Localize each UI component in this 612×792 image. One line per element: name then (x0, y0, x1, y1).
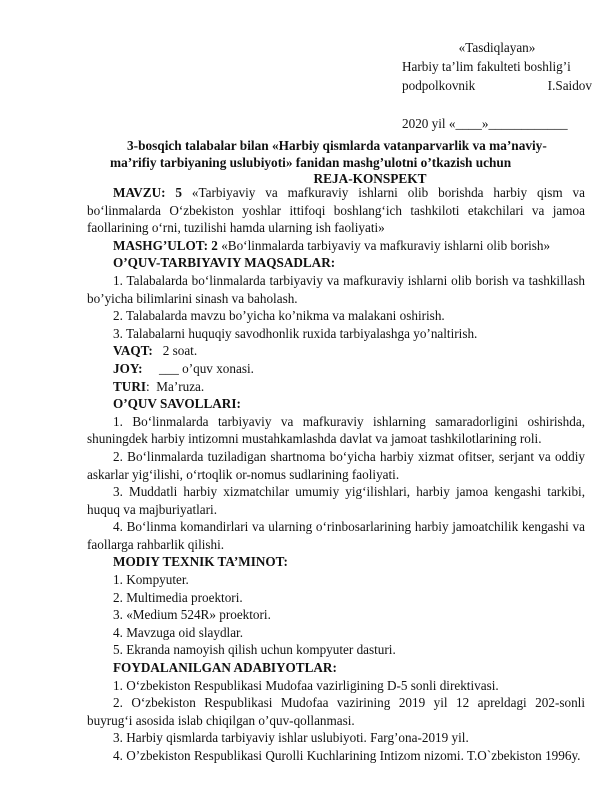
equipment-item-4: 4. Mavzuga oid slaydlar. (113, 624, 244, 640)
place-label: JOY: (113, 360, 143, 376)
time-line (87, 342, 585, 360)
type-line (87, 378, 585, 396)
equipment-item-5: 5. Ekranda namoyish qilish uchun kompyuter dasturi. (113, 642, 396, 658)
literature-item-1: 1. O‘zbekiston Respublikasi Mudofaa vazirligining D-5 sonli direktivasi. (113, 677, 499, 693)
goals-heading: O’QUV-TARBIYAVIY MAQSADLAR: (113, 255, 336, 271)
type-text: : Ma’ruza. (145, 378, 205, 394)
approval-block (402, 38, 592, 133)
goals-item-3: 3. Talabalarni huquqiy savodhonlik ruxida tarbiyalashga yo’naltirish. (113, 325, 478, 341)
title-line-1: 3-bosqich talabalar bilan «Harbiy qismlarda vatanparvarlik va ma’naviy- (127, 138, 547, 153)
questions-item-1: 1. Bo‘linmalarda tarbiyaviy va mafkuraviy ishlarning samaradorligini oshirishda, shuningdek harbiy intizomni mustahkamlashda davlat va jamoat tashkilotlarining roli. (87, 413, 585, 447)
questions-item-3: 3. Muddatli harbiy xizmatchilar umumiy yig‘ilishlari, harbiy jamoa kengashi tarkibi, huquq va majburiyatlari. (87, 484, 585, 517)
questions-heading: O’QUV SAVOLLARI: (113, 396, 241, 412)
approval-heading: «Tasdiqlayan» (458, 40, 536, 55)
approval-name: I.Saidov (547, 78, 592, 93)
approval-position: Harbiy ta’lim fakulteti boshlig’i (402, 59, 571, 74)
approval-signature-row (402, 76, 592, 95)
literature-item-2: 2. O‘zbekiston Respublikasi Mudofaa vazirining 2019 yil 12 apreldagi 202-sonli buyrug‘i asosida islab chiqilgan o’quv-qollanmasi. (87, 695, 585, 728)
literature-heading: FOYDALANILGAN ADABIYOTLAR: (113, 660, 337, 676)
equipment-item-2: 2. Multimedia proektori. (113, 589, 243, 605)
goals-item-1: 1. Talabalarda bo‘linmalarda tarbiyaviy va mafkuraviy ishlarni olib borish va tashkillash bo’yicha bilimlarini sinash va baholash. (87, 272, 585, 306)
time-text: 2 soat. (152, 343, 198, 359)
time-label: VAQT: (113, 343, 153, 359)
equipment-item-3: 3. «Medium 524R» proektori. (113, 607, 271, 623)
place-text: ___ o’quv xonasi. (142, 360, 254, 376)
lesson-text: «Bo‘linmalarda tarbiyaviy va mafkuraviy ishlarni olib borish» (217, 237, 551, 253)
questions-item-4: 4. Bo‘linma komandirlari va ularning o‘rinbosarlarining harbiy jamoatchilik kengashi va faollarga rahbarlik qilishi. (87, 519, 585, 552)
equipment-item-1: 1. Kompyuter. (113, 572, 189, 588)
lesson-label: MASHG’ULOT: 2 (113, 237, 218, 253)
approval-rank: podpolkovnik (402, 78, 476, 93)
literature-item-4: 4. O’zbekiston Respublikasi Qurolli Kuchlarining Intizom nizomi. T.O`zbekiston 1996y. (113, 748, 581, 763)
place-line (87, 360, 585, 378)
document-title (110, 138, 580, 188)
title-line-2: ma’rifiy tarbiyaning uslubiyoti» fanidan mashg’ulotni o’tkazish uchun (110, 154, 512, 170)
equipment-heading: MODIY TEXNIK TA’MINOT: (113, 554, 288, 570)
type-label: TURI (113, 378, 146, 394)
document-body (87, 184, 585, 765)
approval-date: 2020 yil «____»____________ (402, 116, 568, 131)
goals-item-2: 2. Talabalarda mavzu bo’yicha ko’nikma va malakani oshirish. (113, 308, 445, 324)
lesson-line (87, 237, 585, 255)
topic-text: «Tarbiyaviy va mafkuraviy ishlarni olib borishda harbiy qism va bo‘linmalarda O‘zbekiston yoshlar ittifoqi boshlang‘ich tashkiloti etakchilari va jamoa faollarining o‘rni, tuzilishi hamda ularning ish faoliyati» (87, 185, 585, 236)
title-line-3: REJA-KONSPEKT (313, 171, 427, 186)
topic-paragraph (87, 184, 585, 237)
literature-item-3: 3. Harbiy qismlarda tarbiyaviy ishlar uslubiyoti. Farg’ona-2019 yil. (113, 730, 469, 746)
questions-item-2: 2. Bo‘linmalarda tuziladigan shartnoma bo‘yicha harbiy xizmat ofitser, serjant va oddiy askarlar yig‘ilishi, o‘rtoqlik or-nomus sudlarining faoliyati. (87, 448, 585, 482)
topic-label: MAVZU: 5 (113, 185, 182, 200)
